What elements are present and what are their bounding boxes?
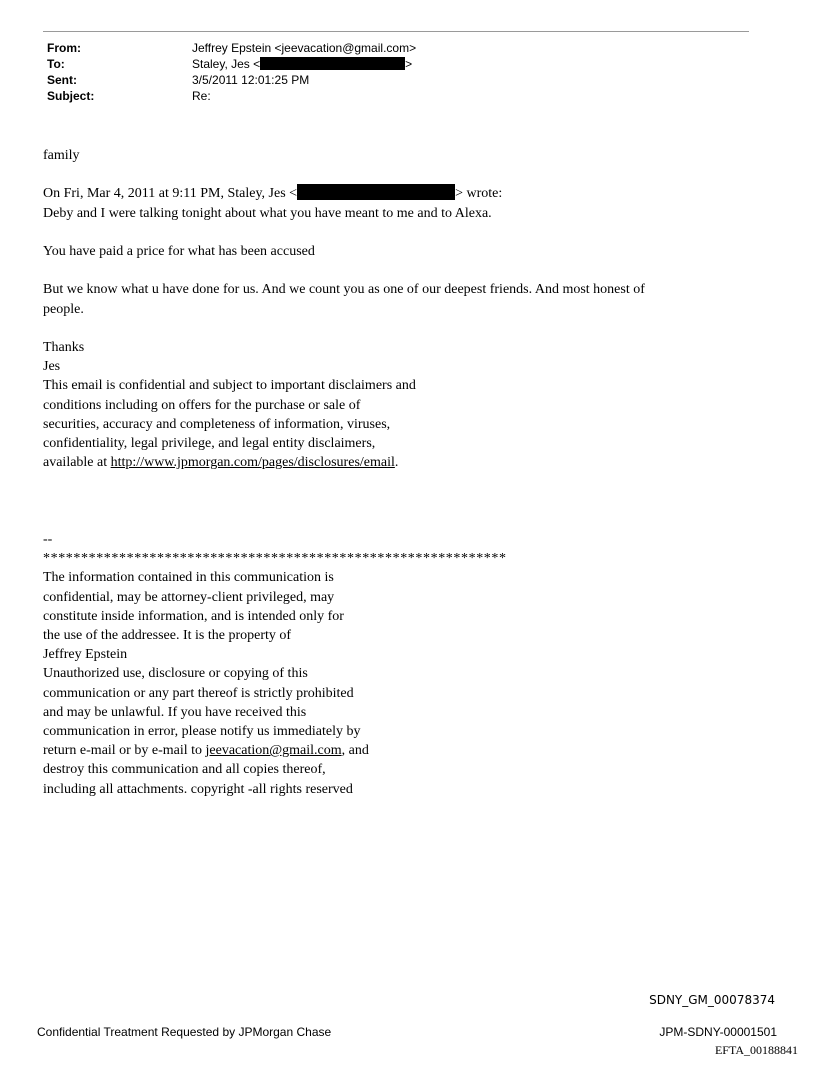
- to-suffix: >: [405, 57, 413, 71]
- disclaimer-line: This email is confidential and subject to important disclaimers and: [43, 378, 416, 394]
- subject-label: Subject:: [47, 89, 95, 103]
- sent-row: [47, 72, 416, 88]
- notice-return-prefix: return e-mail or by e-mail to: [43, 743, 206, 759]
- notice-line: and may be unlawful. If you have received this: [43, 704, 307, 720]
- quote-line: But we know what u have done for us. And we count you as one of our deepest friends. And most honest of: [43, 282, 645, 298]
- disclaimer-prefix: available at: [43, 455, 111, 471]
- disclosures-link[interactable]: http://www.jpmorgan.com/pages/disclosures/email: [110, 455, 395, 471]
- notice-line: destroy this communication and all copies thereof,: [43, 762, 326, 778]
- subject-row: [47, 88, 416, 104]
- email-header: [47, 40, 416, 104]
- quote-line: people.: [43, 301, 84, 317]
- notice-line: constitute inside information, and is intended only for: [43, 608, 344, 624]
- quote-intro-suffix: > wrote:: [455, 186, 503, 202]
- from-row: [47, 40, 416, 56]
- sent-label: Sent:: [47, 73, 77, 87]
- quote-line: Deby and I were talking tonight about what you have meant to me and to Alexa.: [43, 205, 492, 221]
- quote-intro-prefix: On Fri, Mar 4, 2011 at 9:11 PM, Staley, Jes <: [43, 186, 298, 202]
- from-value: Jeffrey Epstein <jeevacation@gmail.com>: [192, 41, 417, 55]
- to-label: To:: [47, 57, 65, 71]
- to-prefix: Staley, Jes <: [192, 57, 261, 71]
- notice-line: The information contained in this communication is: [43, 570, 334, 586]
- notice-line: including all attachments. copyright -all rights reserved: [43, 781, 353, 797]
- disclaimer-suffix: .: [394, 455, 399, 471]
- bates-number-jpm: JPM-SDNY-00001501: [659, 1025, 777, 1039]
- to-row: [47, 56, 416, 72]
- disclaimer-line: confidentiality, legal privilege, and legal entity disclaimers,: [43, 435, 376, 451]
- notice-line: the use of the addressee. It is the property of: [43, 627, 292, 643]
- quote-signature: Jes: [43, 359, 61, 375]
- sent-value: 3/5/2011 12:01:25 PM: [192, 73, 310, 87]
- disclaimer-line: conditions including on offers for the purchase or sale of: [43, 397, 361, 413]
- email-body: [43, 146, 743, 799]
- quote-thanks: Thanks: [43, 339, 85, 355]
- notice-return-suffix: , and: [341, 743, 369, 759]
- quote-line: You have paid a price for what has been accused: [43, 243, 315, 259]
- quote-intro: [43, 184, 743, 203]
- redaction-box: [260, 57, 405, 70]
- redaction-box: [297, 184, 455, 200]
- reply-text: family: [43, 148, 80, 163]
- asterisk-divider: *************************************************************: [43, 551, 507, 567]
- email-link[interactable]: jeevacation@gmail.com: [205, 743, 342, 759]
- notice-line: confidential, may be attorney-client privileged, may: [43, 589, 335, 605]
- from-label: From:: [47, 41, 81, 55]
- disclaimer-line: [43, 453, 743, 472]
- notice-line: Unauthorized use, disclosure or copying of this: [43, 666, 308, 682]
- signature-separator: --: [43, 531, 53, 547]
- bates-number-efta: EFTA_00188841: [714, 1043, 798, 1057]
- notice-line: communication in error, please notify us immediately by: [43, 723, 361, 739]
- notice-line: [43, 741, 743, 760]
- notice-line: communication or any part thereof is strictly prohibited: [43, 685, 354, 701]
- bates-number-sdny: SDNY_GM_00078374: [649, 993, 775, 1007]
- notice-line: Jeffrey Epstein: [43, 647, 128, 663]
- confidential-note: Confidential Treatment Requested by JPMorgan Chase: [37, 1025, 332, 1039]
- subject-value: Re:: [192, 89, 211, 103]
- disclaimer-line: securities, accuracy and completeness of information, viruses,: [43, 416, 391, 432]
- to-value: [192, 56, 412, 72]
- header-divider: [43, 31, 749, 32]
